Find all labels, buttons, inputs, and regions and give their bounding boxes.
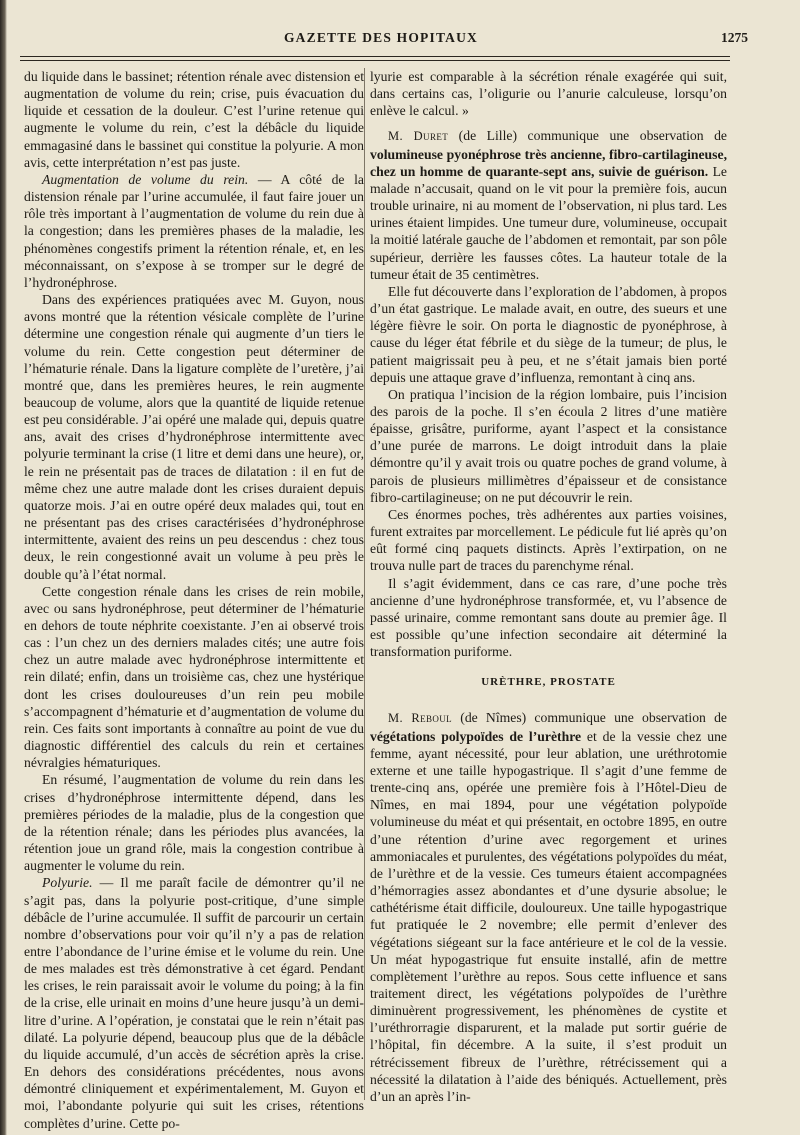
paragraph: En résumé, l’augmentation de volume du rein dans les crises d’hydronéphrose intermittente dépend, dans les premières périodes de la maladie, plus de la congestion que de la rétention rénale; dans les périodes plus avancées, la rétention joue un grand rôle, mais la congestion contribue à augmenter le volume du rein. [24, 772, 364, 874]
paragraph-text: — A côté de la distension rénale par l’urine accumulée, il faut faire jouer un rôle très important à l’augmentation de volume du rein due à la congestion; dans les premières phases de la maladie, les phénomènes congestifs priment la rétention rénale, et, en les méconnaissant, on s’expose à se tromper sur le degré de l’hydronéphrose. [24, 171, 364, 290]
paragraph-text: et de la vessie chez une femme, ayant nécessité, pour leur ablation, une uréthrotomie externe et une taille hypogastrique. Il s’agit d’une femme de trente-cinq ans, opérée une première fois à l’Hôtel-Dieu de Nîmes, en mai 1894, pour une végétation polypoïde volumineuse du méat et qui présentait, en octobre 1895, en outre d’une rétention d’urine avec regorgement et urines ammoniacales et purulentes, des végétations polypoïdes du méat, de l’urèthre et de la vessie. Ces tumeurs étaient accompagnées d’hémorragies assez abondantes et d’une dysurie absolue; le cathétérisme était difficile, douloureux. Une taille hypogastrique fut pratiquée le 2 novembre; elle permit d’enlever des végétations siégeant sur la face antérieure et le col de la vessie. Un méat hypogastrique fut ensuite installé, afin de mettre complètement l’urèthre au repos. Sous cette influence et sans traitement direct, les végétations polypoïdes de l’urèthre diminuèrent progressivement, les phénomènes de cystite et l’uréthrorragie disparurent, et la malade put sortir guérie de l’hôpital, fin décembre. A la suite, il s’est produit un rétrécissement fibreux de l’urèthre, rétrécissement qui a nécessité la dilatation à l’aide des béniqués. Actuellement, près d’un an après l’in- [370, 728, 727, 1104]
page-binding-edge [0, 0, 7, 1135]
paragraph [370, 127, 727, 282]
spacer [370, 119, 727, 127]
author-name: M. Reboul [388, 711, 453, 726]
header-rule-top [20, 56, 730, 57]
paragraph-text: Le malade n’accusait, quand on le vit pour la première fois, aucun trouble urinaire, ni au moment de l’observation, ni plus tard. Les urines étaient limpides. Une tumeur dure, volumineuse, occupait la moitié latérale gauche de l’abdomen et remontait, par son pôle supérieur, derrière les fausses côtes. La hauteur totale de la tumeur était de 35 centimètres. [370, 163, 728, 282]
paragraph: Cette congestion rénale dans les crises de rein mobile, avec ou sans hydronéphrose, peut déterminer de l’hématurie en dehors de toute néphrite coexistante. J’en ai observé trois cas : l’un chez un des derniers malades cités; une autre fois chez un autre malade avec hydronéphrose intermittente et rein dilaté; enfin, dans un troisième cas, chez une hystérique dont les crises douloureuses d’un rein peu mobile s’accompagnent d’hématurie et d’augmentation de volume du rein. Ces faits sont importants à connaître au point de vue du diagnostic différentiel des calculs du rein et certaines névralgies hématuriques. [24, 583, 364, 771]
page-number: 1275 [721, 30, 748, 45]
paragraph: Dans des expériences pratiquées avec M. Guyon, nous avons montré que la rétention vésicale complète de l’urine détermine une congestion rénale qui augmente d’un tiers le volume du rein. Cette congestion peut déterminer de l’hématurie rénale. Dans la ligature complète de l’uretère, j’ai montré que, dans les premières heures, le rein augmente beaucoup de volume, alors que la quantité de liquide retenue est peu considérable. J’ai opéré une malade qui, depuis quatre ans, avait des crises d’hydronéphrose intermittente avec polyurie terminant la crise (1 litre et demi dans une heure), or, le rein ne présentait pas de traces de dilatation : il en fut de même chez une autre malade dont les crises duraient depuis quatorze mois. J’ai en outre opéré deux malades qui, tout en ne présentant pas des crises caractérisées d’hydronéphrose intermittente, avaient des reins un peu descendus : chez tous deux, le rein congestionné avait un volume à peu près le double qu’à l’état normal. [24, 292, 364, 582]
column-divider [364, 68, 365, 1100]
paragraph: Ces énormes poches, très adhérentes aux parties voisines, furent extraites par morcellement. Le pédicule fut lié après qu’on eût formé cinq paquets distincts. Après l’extirpation, on ne trouva nulle part de traces du parenchyme rénal. [370, 506, 727, 574]
paragraph-text: — Il me paraît facile de démontrer qu’il ne s’agit pas, dans la polyurie post-critique, d’une simple débâcle de l’urine accumulée. Il suffit de parcourir un certain nombre d’observations pour voir qu’il n’y a pas de relation entre l’abondance de l’urine émise et le volume du rein. Une de mes malades est très démonstrative à cet égard. Pendant les crises, le rein paraissait avoir le volume du poing; à la fin de la crise, elle urinait en moins d’une heure jusqu’à un demi-litre d’urine. A l’opération, je constatai que le rein n’était pas dilaté. La polyurie dépend, beaucoup plus que de la débâcle du liquide accumulé, d’un accès de sécrétion après la crise. En dehors des considérations précédentes, nous avons démontré cliniquement et expérimentalement, M. Guyon et moi, l’abondante polyurie qui suit les crises, rétentions complètes d’urine. Cette po- [24, 875, 364, 1131]
paragraph: lyurie est comparable à la sécrétion rénale exagérée qui suit, dans certains cas, l’oligurie ou l’anurie calculeuse, lorsqu’on enlève le calcul. » [370, 69, 727, 119]
right-column [370, 68, 727, 1105]
paragraph: On pratiqua l’incision de la région lombaire, puis l’incision des parois de la poche. Il s’en écoula 2 litres d’une matière épaisse, grisâtre, puriforme, ayant l’aspect et la consistance d’une purée de marrons. Le doigt introduit dans la plaie démontre qu’il y avait trois ou quatre poches de grand volume, à parois de plusieurs millimètres d’épaisseur et de consistance fibro-cartilagineuse; on ne put découvrir le rein. [370, 386, 727, 505]
paragraph-text: (de Nîmes) communique une observation de [452, 710, 727, 726]
page-header [20, 30, 748, 50]
observation-title: végétations polypoïdes de l’urèthre [370, 728, 582, 744]
paragraph: du liquide dans le bassinet; rétention rénale avec distension et augmentation de volume du rein; crise, puis évacuation du liquide et cessation de la douleur. C’est l’urine retenue qui augmente le volume du rein, c’est la débâcle du liquide emmagasiné dans le bassinet qui constitue la polyurie. A mon avis, cette interprétation n’est pas juste. [24, 69, 364, 170]
journal-title: GAZETTE DES HOPITAUX [283, 30, 479, 45]
paragraph-text: (de Lille) communique une observation de [448, 128, 728, 144]
paragraph [370, 709, 727, 1105]
paragraph [24, 874, 364, 1131]
left-column [24, 68, 364, 1132]
observation-title: volumineuse pyonéphrose très ancienne, fibro-cartilagineuse, chez un homme de quarante-sept ans, suivie de guérison. [370, 146, 727, 179]
author-name: M. Duret [388, 129, 449, 144]
paragraph [24, 171, 364, 291]
header-rule-bottom [20, 60, 730, 61]
subheading-volume-rein: Augmentation de volume du rein. [42, 171, 249, 187]
section-heading: URÈTHRE, PROSTATE [481, 676, 616, 689]
paragraph: Elle fut découverte dans l’exploration de l’abdomen, à propos d’un état gastrique. Le malade avait, en outre, des sueurs et une légère fièvre le soir. On porta le diagnostic de pyonéphrose, à cause du léger état fébrile et du siège de la tumeur; de plus, le patient maigrissait peu à peu, et ne s’était jamais bien porté depuis une attaque grave d’influenza, remontant à cinq ans. [370, 283, 727, 385]
paragraph: Il s’agit évidemment, dans ce cas rare, d’une poche très ancienne d’une hydronéphrose transformée, et, vu l’absence de passé urinaire, comme remontant sans doute au premier âge. Il est possible qu’une infection secondaire ait déterminé la transformation puriforme. [370, 575, 727, 660]
subheading-polyurie: Polyurie. [42, 875, 93, 891]
